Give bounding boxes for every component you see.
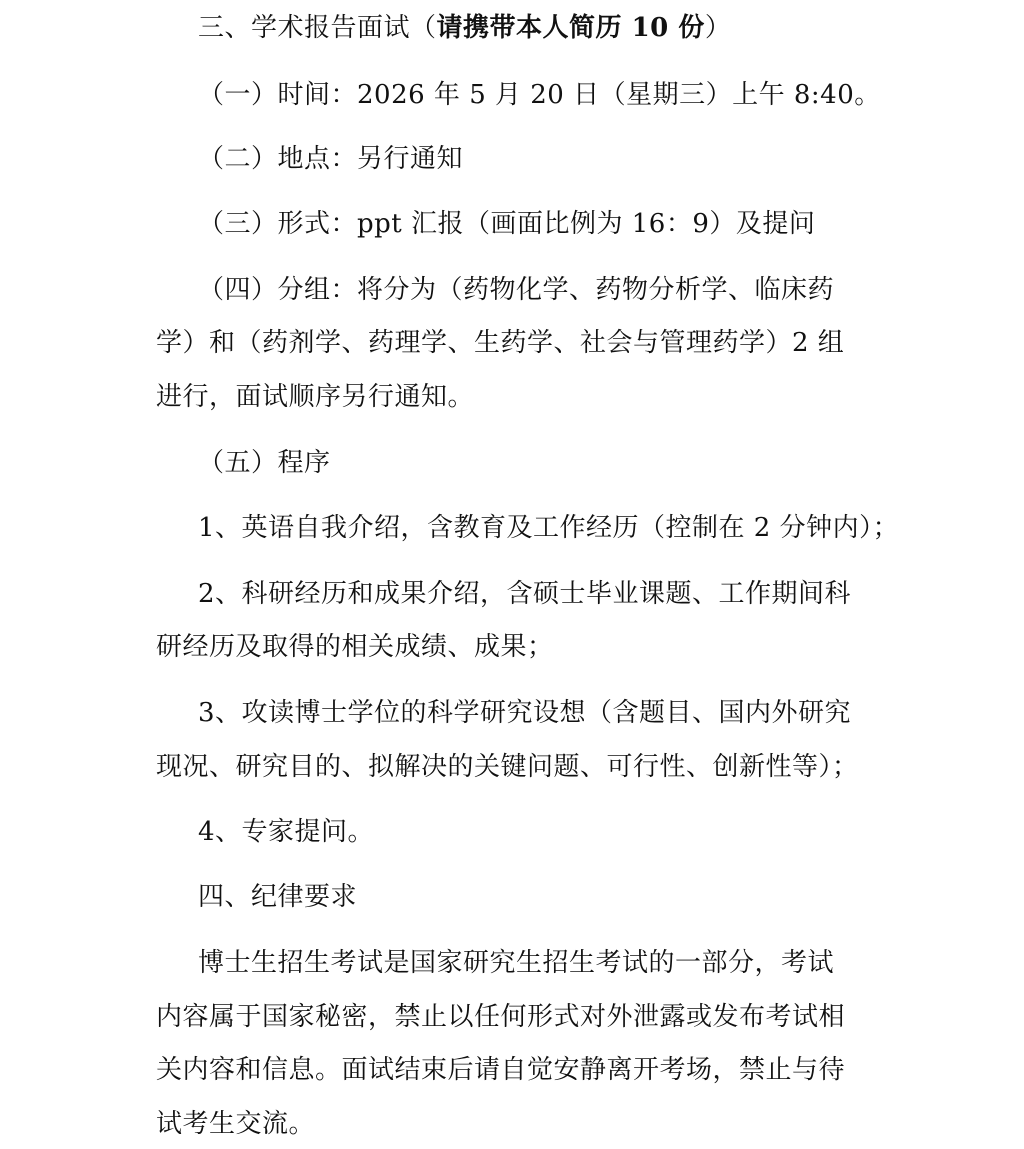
- section3-heading-text: 三、学术报告面试（: [198, 13, 437, 43]
- item-format: （三）形式：ppt 汇报（画面比例为 16：9）及提问: [198, 209, 816, 239]
- section3-heading-bold: 请携带本人简历 10 份: [436, 13, 705, 43]
- step-3-line2: 现况、研究目的、拟解决的关键问题、可行性、创新性等）；: [156, 752, 859, 782]
- item-procedure: （五）程序: [198, 448, 331, 478]
- discipline-para-line1: 博士生招生考试是国家研究生招生考试的一部分，考试: [198, 948, 835, 978]
- step-2-line2: 研经历及取得的相关成绩、成果；: [156, 632, 554, 662]
- step-3-line1: 3、攻读博士学位的科学研究设想（含题目、国内外研究: [198, 698, 852, 728]
- step-2-line1: 2、科研经历和成果介绍，含硕士毕业课题、工作期间科: [198, 579, 852, 609]
- section3-heading: [198, 8, 1024, 48]
- discipline-para-line3: 关内容和信息。面试结束后请自觉安静离开考场，禁止与待: [156, 1055, 846, 1085]
- step-1: 1、英语自我介绍，含教育及工作经历（控制在 2 分钟内）；: [198, 513, 900, 543]
- section4-heading: 四、纪律要求: [198, 882, 358, 912]
- item-grouping-line3: 进行，面试顺序另行通知。: [156, 382, 475, 412]
- item-location: （二）地点：另行通知: [198, 144, 464, 174]
- discipline-para-line2: 内容属于国家秘密，禁止以任何形式对外泄露或发布考试相: [156, 1002, 846, 1032]
- item-time: （一）时间：2026 年 5 月 20 日（星期三）上午 8:40。: [198, 80, 881, 110]
- item-grouping-line2: 学）和（药剂学、药理学、生药学、社会与管理药学）2 组: [156, 328, 845, 358]
- discipline-para-line4: 试考生交流。: [156, 1109, 316, 1139]
- item-grouping-line1: （四）分组：将分为（药物化学、药物分析学、临床药: [198, 275, 835, 305]
- section3-heading-close: ）: [704, 13, 732, 43]
- step-4: 4、专家提问。: [198, 817, 375, 847]
